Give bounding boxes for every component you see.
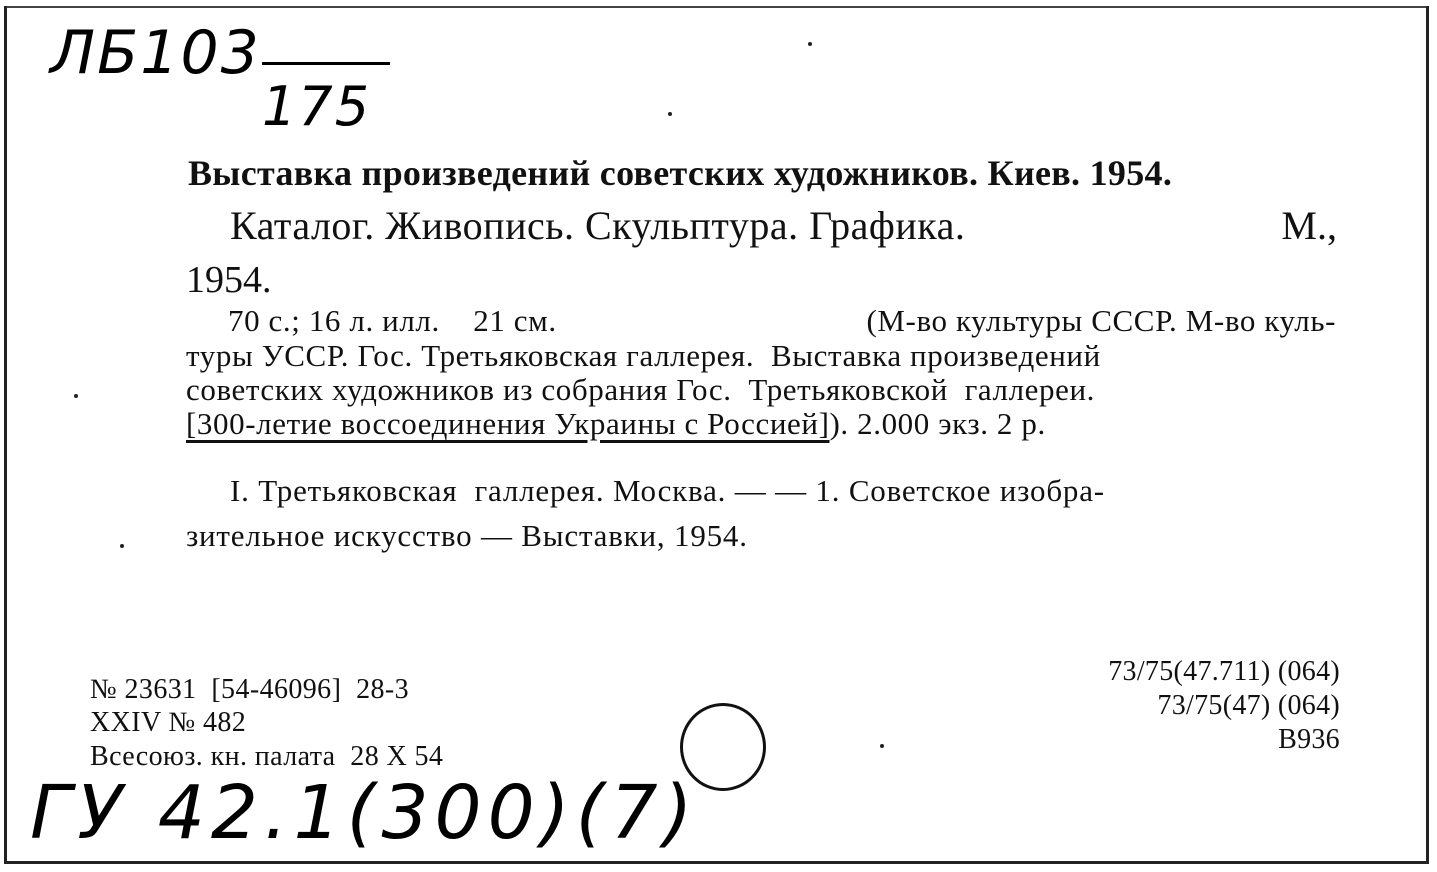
handwritten-shelf-number: ЛБ103 bbox=[50, 18, 261, 88]
description-line-3: советских художников из собрания Гос. Третьяковской галлереи. bbox=[186, 372, 1096, 407]
card-number: № 23631 [54-46096] 28-3 bbox=[90, 674, 410, 705]
classification-3: В936 bbox=[1278, 724, 1340, 755]
card-subtitle: Каталог. Живопись. Скульптура. Графика. bbox=[230, 203, 966, 248]
underlined-note: [300-летие воссоединения Украины с Россией] bbox=[186, 406, 830, 441]
card-title: Выставка произведений советских художников. Киев. 1954. bbox=[188, 153, 1173, 193]
classification-2: 73/75(47) (064) bbox=[1157, 690, 1340, 721]
handwritten-class-code: ГУ 42.1(300)(7) bbox=[30, 770, 699, 856]
description-line-4 bbox=[186, 406, 1336, 442]
handwritten-shelf-sub: 175 bbox=[262, 75, 372, 138]
description-physical: 70 с.; 16 л. илл. 21 см. bbox=[228, 303, 557, 338]
speck bbox=[120, 544, 124, 548]
description-edition: ). 2.000 экз. 2 р. bbox=[829, 406, 1046, 441]
card-year: 1954. bbox=[186, 259, 272, 301]
description-line-1 bbox=[186, 303, 1336, 339]
card-place: М., bbox=[1281, 203, 1337, 248]
tracing-line-1: I. Третьяковская галлерея. Москва. — — 1. Советское изобра- bbox=[230, 473, 1105, 508]
book-chamber: Всесоюз. кн. палата 28 X 54 bbox=[90, 741, 444, 772]
description-series-start: (М-во культуры СССР. М-во куль- bbox=[866, 303, 1336, 338]
speck bbox=[74, 394, 78, 398]
speck bbox=[668, 112, 672, 116]
classification-1: 73/75(47.711) (064) bbox=[1108, 656, 1340, 687]
tracing-line-2: зительное искусство — Выставки, 1954. bbox=[186, 518, 748, 553]
speck bbox=[880, 744, 884, 748]
handwritten-overline bbox=[262, 62, 390, 65]
card-series: XXIV № 482 bbox=[90, 707, 247, 738]
speck bbox=[808, 42, 812, 46]
description-line-2: туры УССР. Гос. Третьяковская галлерея. Выставка произведений bbox=[186, 338, 1101, 373]
